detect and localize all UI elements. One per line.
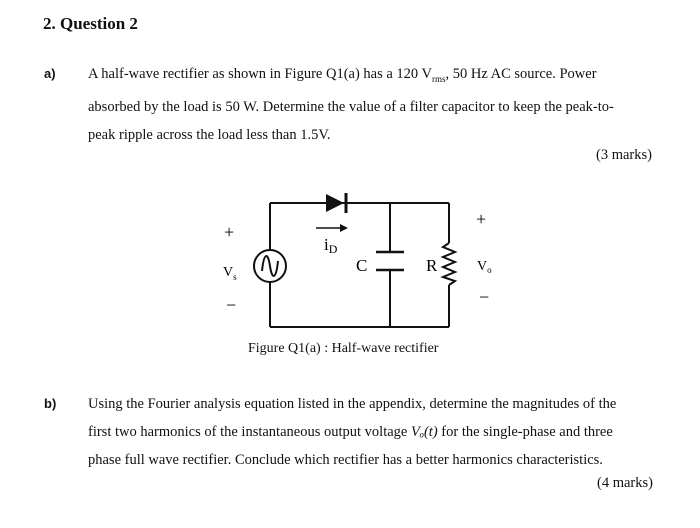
vo-label: $V_o$ <box>477 259 492 275</box>
part-a-line-2: absorbed by the load is 50 W. Determine the value of a filter capacitor to keep the peak-to- <box>88 98 614 115</box>
part-b-line-2: first two harmonics of the instantaneous output voltage Vₒ(t) for the single-phase and three <box>88 424 613 440</box>
vo-minus: − <box>479 287 490 307</box>
current-arrow <box>316 224 348 232</box>
vs-minus: − <box>226 295 237 315</box>
part-b-line-1: Using the Fourier analysis equation listed in the appendix, determine the magnitudes of the <box>88 396 617 412</box>
capacitor-label: C <box>356 256 368 275</box>
part-a-line-1: A half-wave rectifier as shown in Figure Q1(a) has a 120 $V_{rms}$, 50 Hz AC source. Power <box>88 66 597 84</box>
figure-caption: Figure Q1(a) : Half-wave rectifier <box>248 341 439 356</box>
resistor-symbol <box>443 243 455 285</box>
ac-source-symbol <box>254 250 286 282</box>
part-b-label: b) <box>44 396 57 411</box>
capacitor-symbol <box>376 252 404 270</box>
part-b-marks: (4 marks) <box>597 475 653 491</box>
id-label: iD <box>324 235 338 256</box>
part-b-line-3: phase full wave rectifier. Conclude which rectifier has a better harmonics characteristics. <box>88 452 603 468</box>
question-heading: 2. Question 2 <box>43 14 138 33</box>
part-a-marks: (3 marks) <box>596 147 652 163</box>
vo-expression: Vₒ(t) <box>410 424 438 440</box>
vo-plus: + <box>476 209 487 229</box>
part-a-label: a) <box>44 66 56 81</box>
part-b-text <box>88 390 668 474</box>
vs-label: $V_s$ <box>223 265 237 282</box>
part-a-line-3: peak ripple across the load less than 1.5V. <box>88 126 331 143</box>
vs-plus: + <box>224 222 235 242</box>
diode-symbol <box>326 193 346 213</box>
rms-subscript: rms <box>432 73 446 84</box>
resistor-label: R <box>426 256 438 275</box>
